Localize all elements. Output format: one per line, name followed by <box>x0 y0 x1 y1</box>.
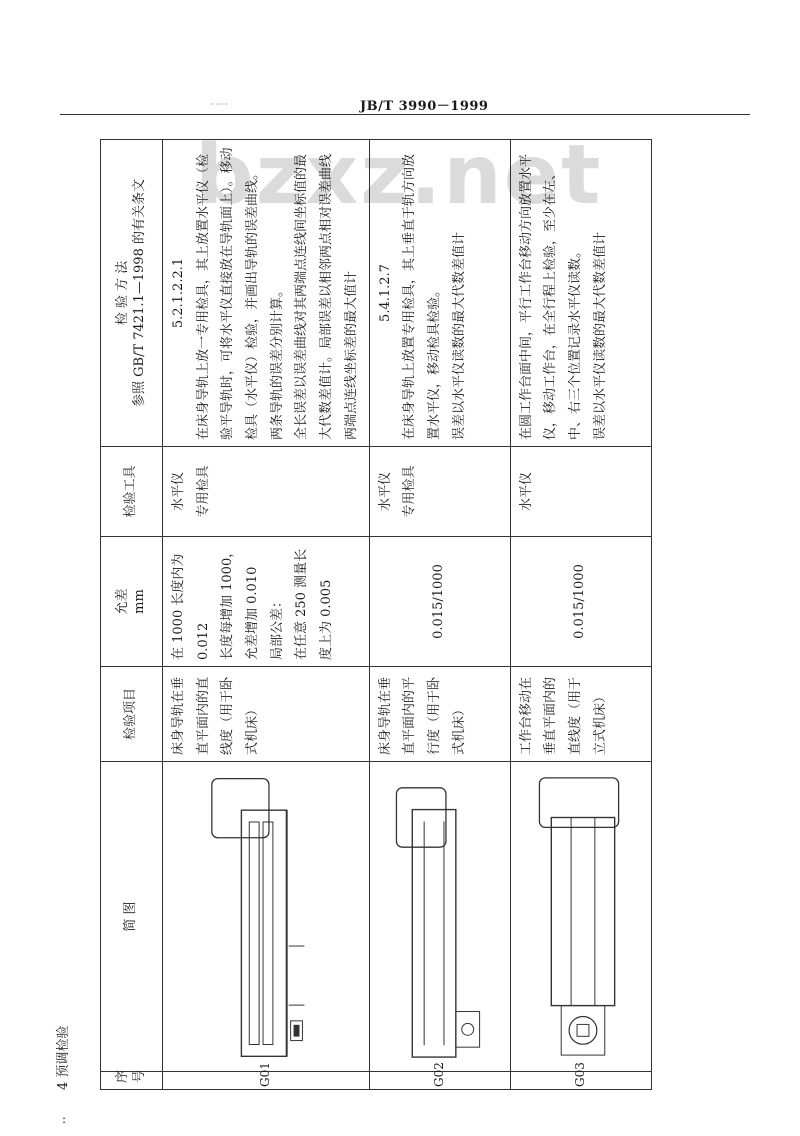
row-figure <box>369 762 510 1072</box>
row-item: 工作台移动在垂直平面内的直线度（用于立式机床） <box>510 667 651 762</box>
row-tolerance: 0.015/1000 <box>510 537 651 667</box>
header-method-title: 检 验 方 法 <box>114 260 130 326</box>
inspection-table <box>100 139 652 1090</box>
header-item: 检验项目 <box>101 667 163 762</box>
row-tool: 水平仪 专用检具 <box>163 447 370 537</box>
row-clause: 5.4.1.2.7 <box>377 264 393 322</box>
row-tolerance: 0.015/1000 <box>369 537 510 667</box>
row-tool: 水平仪 <box>510 447 651 537</box>
table-row <box>163 140 370 1090</box>
row-tolerance: 在 1000 长度内为 0.012 长度每增加 1000，允差增加 0.010 局部公差： 在任意 250 测量长度上为 0.005 <box>163 537 370 667</box>
header-tolerance <box>101 537 163 667</box>
margin-mark: : <box>62 1112 67 1126</box>
row-clause: 5.2.1.2.2.1 <box>171 257 186 329</box>
row-tool: 水平仪 专用检具 <box>369 447 510 537</box>
section-label <box>52 1002 74 1092</box>
row-seq: G03 <box>510 1072 651 1090</box>
row-method <box>510 140 651 447</box>
header-tool: 检验工具 <box>101 447 163 537</box>
section-label-text: 4 预调检验 <box>56 1025 71 1090</box>
watermark: bzxz.net <box>195 128 603 223</box>
row-method-text: 在圆工作台面中间，平行工作台移动方向放置水平仪，移动工作台，在全行程上检验，至少在左、中、右三个位置记录水平仪读数。 误差以水平仪读数的最大代数差值计 <box>518 153 608 440</box>
table-row <box>369 140 510 1090</box>
header-rule <box>60 114 750 115</box>
page-header <box>60 92 750 116</box>
header-dots: ······· <box>210 100 228 109</box>
header-seq: 序号 <box>101 1072 163 1090</box>
row-seq: G02 <box>369 1072 510 1090</box>
header-figure: 简 图 <box>101 762 163 1072</box>
row-figure <box>163 762 370 1072</box>
table-header-row <box>101 140 163 1090</box>
standard-code: JB/T 3990－1999 <box>360 99 489 114</box>
header-tolerance-title: 允差 <box>114 588 130 615</box>
row-method <box>369 140 510 447</box>
row-method-text: 在床身导轨上放一专用检具，其上放置水平仪（检验平导轨时，可将水平仪直接放在导轨面上）。移动检具（水平仪）检验，并画出导轨的误差曲线。 两条导轨的误差分别计算。 全长误差以误差曲线对其两端点连线间坐标值的最大代数差值计。局部误差以相邻两点相对误差曲线两端点连线坐标差的最大值计 <box>195 147 359 440</box>
header-method <box>101 140 163 447</box>
header-method-ref: 参照 GB/T 7421.1—1998 的有关条文 <box>131 179 147 407</box>
row-seq: G01 <box>163 1072 370 1090</box>
rotated-table-container <box>100 140 608 1090</box>
row-item: 床身导轨在垂直平面内的平行度（用于卧式机床） <box>369 667 510 762</box>
row-method <box>163 140 370 447</box>
row-figure <box>510 762 651 1072</box>
table-row <box>510 140 651 1090</box>
figure-g01-diagram <box>202 768 330 1065</box>
figure-g03-diagram <box>517 768 645 1065</box>
row-method-text: 在床身导轨上放置专用检具，其上垂直于轨方向放置水平仪，移动检具检验。 误差以水平仪读数的最大代数差值计 <box>402 153 467 440</box>
header-tolerance-unit: mm <box>131 589 147 614</box>
figure-g02-diagram <box>376 768 504 1065</box>
row-item: 床身导轨在垂直平面内的直线度（用于卧式机床） <box>163 667 370 762</box>
